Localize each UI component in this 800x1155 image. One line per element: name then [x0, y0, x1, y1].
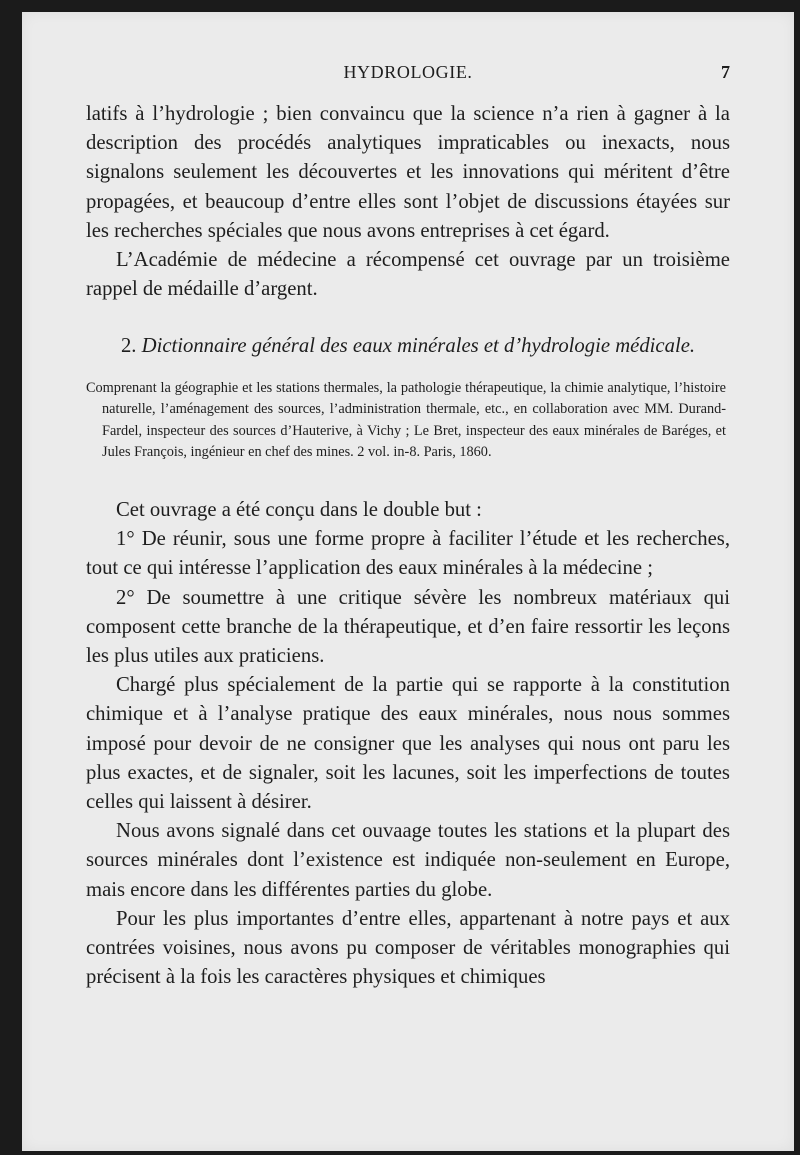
book-page: [22, 12, 794, 1151]
running-title: HYDROLOGIE.: [343, 62, 473, 82]
page-number: 7: [721, 62, 730, 82]
point-one-paragraph: 1° De réunir, sous une forme propre à faciliter l’étude et les recherches, tout ce qui intéresse l’application des eaux minérales à la médecine ;: [86, 528, 730, 580]
importantes-paragraph: Pour les plus importantes d’entre elles, appartenant à notre pays et aux contrées voisines, nous avons pu composer de véritables monographies qui précisent à la fois les caractères physiques et chimiques: [86, 907, 730, 989]
page-header: [86, 62, 730, 88]
academie-paragraph: L’Académie de médecine a récompensé cet ouvrage par un troisième rappel de médaille d’argent.: [86, 249, 730, 301]
charge-paragraph: Chargé plus spécialement de la partie qui se rapporte à la constitution chimique et à l’analyse pratique des eaux minérales, nous nous sommes imposé pour devoir de ne consigner que les analyses qui nous ont paru les plus exactes, et de signaler, soit les lacunes, soit les imperfections de toutes celles qui laissent à désirer.: [86, 674, 730, 814]
spacer: [86, 464, 730, 496]
section-number: 2.: [120, 335, 137, 358]
intro-paragraph: Cet ouvrage a été conçu dans le double but :: [116, 499, 482, 521]
continuation-paragraph: latifs à l’hydrologie ; bien convaincu que la science n’a rien à gagner à la description des procédés analytiques impraticables ou inexacts, nous signalons seulement les découvertes et les innovations qui méritent d’être propagées, et beaucoup d’entre elles sont l’objet de discussions étayées sur les recherches spéciales que nous avons entreprises à cet égard.: [86, 103, 730, 242]
point-two-paragraph: 2° De soumettre à une critique sévère les nombreux matériaux qui composent cette branche de la thérapeutique, et d’en faire ressortir les leçons les plus utiles aux praticiens.: [86, 586, 730, 668]
stations-paragraph: Nous avons signalé dans cet ouvaage toutes les stations et la plupart des sources minérales dont l’existence est indiquée non-seulement en Europe, mais encore dans les différentes parties du globe.: [86, 820, 730, 901]
section-title: Dictionnaire général des eaux minérales et d’hydrologie médicale.: [141, 335, 696, 358]
section-description: Comprenant la géographie et les stations thermales, la pathologie thérapeutique, la chimie analytique, l’histoire naturelle, l’aménagement des sources, l’administration thermale, etc., en collaboration avec MM. Durand-Fardel, inspecteur des sources d’Hauterive, à Vichy ; Le Bret, inspecteur des eaux minérales de Baréges, et Jules François, ingénieur en chef des mines. 2 vol. in-8. Paris, 1860.: [86, 379, 726, 461]
page-body: [86, 100, 730, 992]
section-heading: [86, 332, 730, 361]
